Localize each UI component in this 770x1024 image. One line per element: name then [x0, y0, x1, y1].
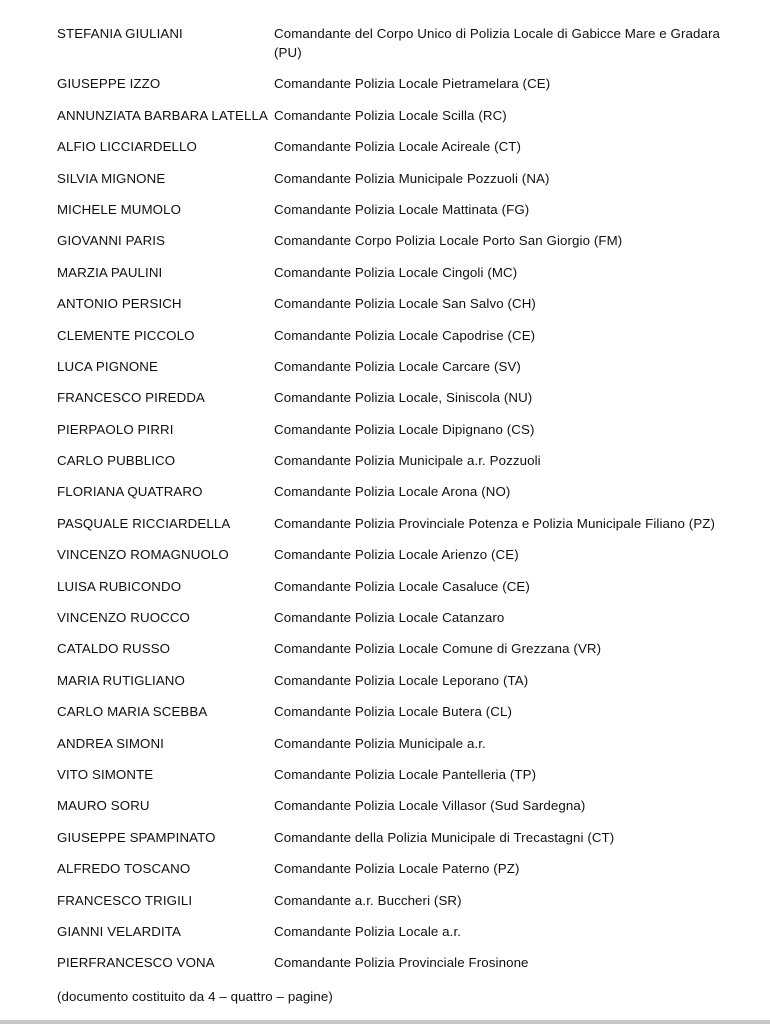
list-item [57, 608, 747, 627]
page-bottom-divider [0, 1020, 770, 1024]
list-item [57, 106, 747, 125]
list-item [57, 765, 747, 784]
list-item [57, 514, 747, 533]
person-role: Comandante Polizia Provinciale Potenza e Polizia Municipale Filiano (PZ) [274, 515, 716, 531]
list-item [57, 200, 747, 219]
person-name: GIUSEPPE SPAMPINATO [57, 829, 216, 845]
person-role: Comandante Polizia Locale Butera (CL) [274, 704, 512, 720]
person-name: LUCA PIGNONE [57, 358, 158, 374]
list-item [57, 357, 747, 376]
person-role: Comandante Polizia Locale Casaluce (CE) [274, 578, 530, 594]
person-name: ANNUNZIATA BARBARA LATELLA [57, 107, 268, 123]
list-item [57, 859, 747, 878]
person-name: ALFREDO TOSCANO [57, 861, 191, 877]
person-role: Comandante Polizia Locale Carcare (SV) [274, 358, 521, 374]
person-name: GIANNI VELARDITA [57, 923, 182, 939]
person-name: VITO SIMONTE [57, 766, 154, 782]
person-role: Comandante Polizia Locale Catanzaro [274, 610, 505, 626]
person-name: PASQUALE RICCIARDELLA [57, 515, 231, 531]
list-item [57, 137, 747, 156]
person-name: CLEMENTE PICCOLO [57, 327, 195, 343]
list-item [57, 388, 747, 407]
list-item [57, 891, 747, 910]
person-name: LUISA RUBICONDO [57, 578, 182, 594]
person-name: FLORIANA QUATRARO [57, 484, 203, 500]
person-name: PIERFRANCESCO VONA [57, 955, 215, 971]
list-item [57, 796, 747, 815]
person-role: Comandante Polizia Locale Pantelleria (TP) [274, 766, 537, 782]
person-role: Comandante Polizia Locale a.r. [274, 923, 462, 939]
person-name: MARIA RUTIGLIANO [57, 672, 185, 688]
list-item [57, 577, 747, 596]
person-name: VINCENZO RUOCCO [57, 610, 190, 626]
list-item [57, 326, 747, 345]
person-name: MICHELE MUMOLO [57, 201, 182, 217]
person-role: Comandante Polizia Locale Scilla (RC) [274, 107, 507, 123]
list-item [57, 263, 747, 282]
person-name: STEFANIA GIULIANI [57, 26, 183, 41]
person-role: Comandante Polizia Locale Arienzo (CE) [274, 547, 519, 563]
person-role: Comandante Polizia Locale Leporano (TA) [274, 672, 529, 688]
person-name: ALFIO LICCIARDELLO [57, 139, 197, 155]
list-item [57, 231, 747, 250]
person-role: Comandante a.r. Buccheri (SR) [274, 892, 462, 908]
person-role: Comandante Polizia Locale Villasor (Sud Sardegna) [274, 798, 586, 814]
document-footer-note: (documento costituito da 4 – quattro – pagine) [57, 989, 333, 1004]
list-item [57, 451, 747, 470]
person-role: Comandante Polizia Locale San Salvo (CH) [274, 296, 536, 312]
person-name: FRANCESCO TRIGILI [57, 892, 193, 908]
person-name: CARLO PUBBLICO [57, 453, 176, 469]
person-role: Comandante Polizia Locale Capodrise (CE) [274, 327, 536, 343]
person-name: ANTONIO PERSICH [57, 296, 182, 312]
person-name: SILVIA MIGNONE [57, 170, 166, 186]
person-role: Comandante del Corpo Unico di Polizia Locale di Gabicce Mare e Gradara (PU) [274, 26, 721, 60]
person-role: Comandante Polizia Locale Mattinata (FG) [274, 201, 530, 217]
list-item [57, 639, 747, 658]
list-item [57, 702, 747, 721]
list-item [57, 671, 747, 690]
person-role: Comandante Polizia Locale Comune di Grezzana (VR) [274, 641, 602, 657]
person-role: Comandante Polizia Locale, Siniscola (NU) [274, 390, 533, 406]
person-name: CATALDO RUSSO [57, 641, 171, 657]
list-item [57, 734, 747, 753]
person-role: Comandante Polizia Municipale a.r. [274, 735, 486, 751]
person-role: Comandante della Polizia Municipale di Trecastagni (CT) [274, 829, 615, 845]
list-item [57, 169, 747, 188]
list-item [57, 482, 747, 501]
person-role: Comandante Polizia Locale Paterno (PZ) [274, 861, 520, 877]
list-item [57, 545, 747, 564]
list-item [57, 420, 747, 439]
person-role: Comandante Polizia Municipale a.r. Pozzuoli [274, 453, 541, 469]
list-item [57, 74, 747, 93]
person-role: Comandante Polizia Locale Arona (NO) [274, 484, 511, 500]
list-item [57, 953, 747, 972]
person-name: FRANCESCO PIREDDA [57, 390, 205, 406]
person-role: Comandante Polizia Provinciale Frosinone [274, 955, 529, 971]
person-name: MARZIA PAULINI [57, 264, 163, 280]
person-role: Comandante Polizia Locale Pietramelara (CE) [274, 76, 551, 92]
person-name: PIERPAOLO PIRRI [57, 421, 174, 437]
person-name: CARLO MARIA SCEBBA [57, 704, 208, 720]
person-name: ANDREA SIMONI [57, 735, 164, 751]
list-item [57, 294, 747, 313]
signatory-list [57, 24, 747, 985]
person-role: Comandante Corpo Polizia Locale Porto San Giorgio (FM) [274, 233, 623, 249]
list-item [57, 828, 747, 847]
list-item [57, 24, 747, 62]
person-name: GIUSEPPE IZZO [57, 76, 161, 92]
person-role: Comandante Polizia Locale Dipignano (CS) [274, 421, 535, 437]
person-name: VINCENZO ROMAGNUOLO [57, 547, 229, 563]
person-name: GIOVANNI PARIS [57, 233, 166, 249]
person-name: MAURO SORU [57, 798, 150, 814]
list-item [57, 922, 747, 941]
person-role: Comandante Polizia Municipale Pozzuoli (NA) [274, 170, 550, 186]
person-role: Comandante Polizia Locale Acireale (CT) [274, 139, 522, 155]
person-role: Comandante Polizia Locale Cingoli (MC) [274, 264, 518, 280]
